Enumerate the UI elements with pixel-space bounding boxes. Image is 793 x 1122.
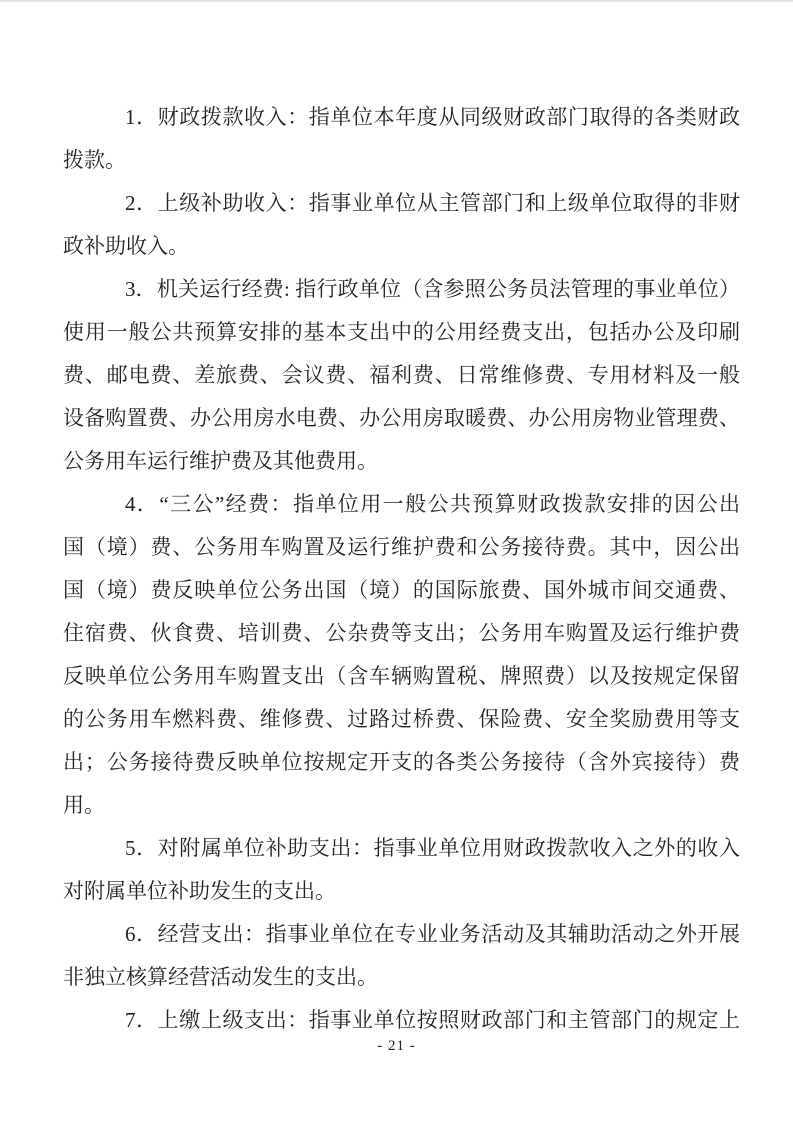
text-line: 拨款。 bbox=[63, 148, 126, 172]
text-line: 对附属单位补助发生的支出。 bbox=[63, 879, 336, 903]
text-line: 3．机关运行经费: 指行政单位（含参照公务员法管理的事业单位） bbox=[125, 277, 740, 301]
text-line: 国（境）费、公务用车购置及运行维护费和公务接待费。其中，因公出 bbox=[63, 535, 740, 559]
text-line: 住宿费、伙食费、培训费、公杂费等支出；公务用车购置及运行维护费 bbox=[63, 621, 740, 645]
text-line: 用。 bbox=[63, 793, 105, 817]
text-line: 国（境）费反映单位公务出国（境）的国际旅费、国外城市间交通费、 bbox=[63, 578, 740, 602]
text-line: 5．对附属单位补助支出：指事业单位用财政拨款收入之外的收入 bbox=[125, 836, 740, 860]
item-2-shangji-buzhu-shouru bbox=[63, 182, 740, 268]
page-number: - 21 - bbox=[377, 1038, 416, 1054]
item-1-caizheng-bokuan-shouru bbox=[63, 96, 740, 182]
text-line: 1．财政拨款收入：指单位本年度从同级财政部门取得的各类财政 bbox=[125, 105, 740, 129]
text-line: 7．上缴上级支出：指事业单位按照财政部门和主管部门的规定上 bbox=[125, 1008, 740, 1032]
text-line: 使用一般公共预算安排的基本支出中的公用经费支出，包括办公及印刷 bbox=[63, 320, 740, 344]
scan-edge-artifact bbox=[0, 0, 793, 2]
text-line: 政补助收入。 bbox=[63, 234, 189, 258]
text-line: 2．上级补助收入：指事业单位从主管部门和上级单位取得的非财 bbox=[125, 191, 740, 215]
text-line: 出；公务接待费反映单位按规定开支的各类公务接待（含外宾接待）费 bbox=[63, 750, 740, 774]
text-line: 6．经营支出：指事业单位在专业业务活动及其辅助活动之外开展 bbox=[125, 922, 740, 946]
item-5-dui-fushu-danwei-buzhu-zhichu bbox=[63, 827, 740, 913]
item-6-jingying-zhichu bbox=[63, 913, 740, 999]
text-line: 的公务用车燃料费、维修费、过路过桥费、保险费、安全奖励费用等支 bbox=[63, 707, 740, 731]
text-line: 反映单位公务用车购置支出（含车辆购置税、牌照费）以及按规定保留 bbox=[63, 664, 740, 688]
item-4-sangong-jingfei bbox=[63, 483, 740, 827]
text-line: 4．“三公”经费：指单位用一般公共预算财政拨款安排的因公出 bbox=[125, 492, 740, 516]
page-footer bbox=[0, 1036, 793, 1056]
text-line: 非独立核算经营活动发生的支出。 bbox=[63, 965, 378, 989]
text-line: 设备购置费、办公用房水电费、办公用房取暖费、办公用房物业管理费、 bbox=[63, 406, 740, 430]
document-body bbox=[63, 96, 740, 1042]
item-3-jiguan-yunxing-jingfei bbox=[63, 268, 740, 483]
text-line: 公务用车运行维护费及其他费用。 bbox=[63, 449, 378, 473]
text-line: 费、邮电费、差旅费、会议费、福利费、日常维修费、专用材料及一般 bbox=[63, 363, 740, 387]
